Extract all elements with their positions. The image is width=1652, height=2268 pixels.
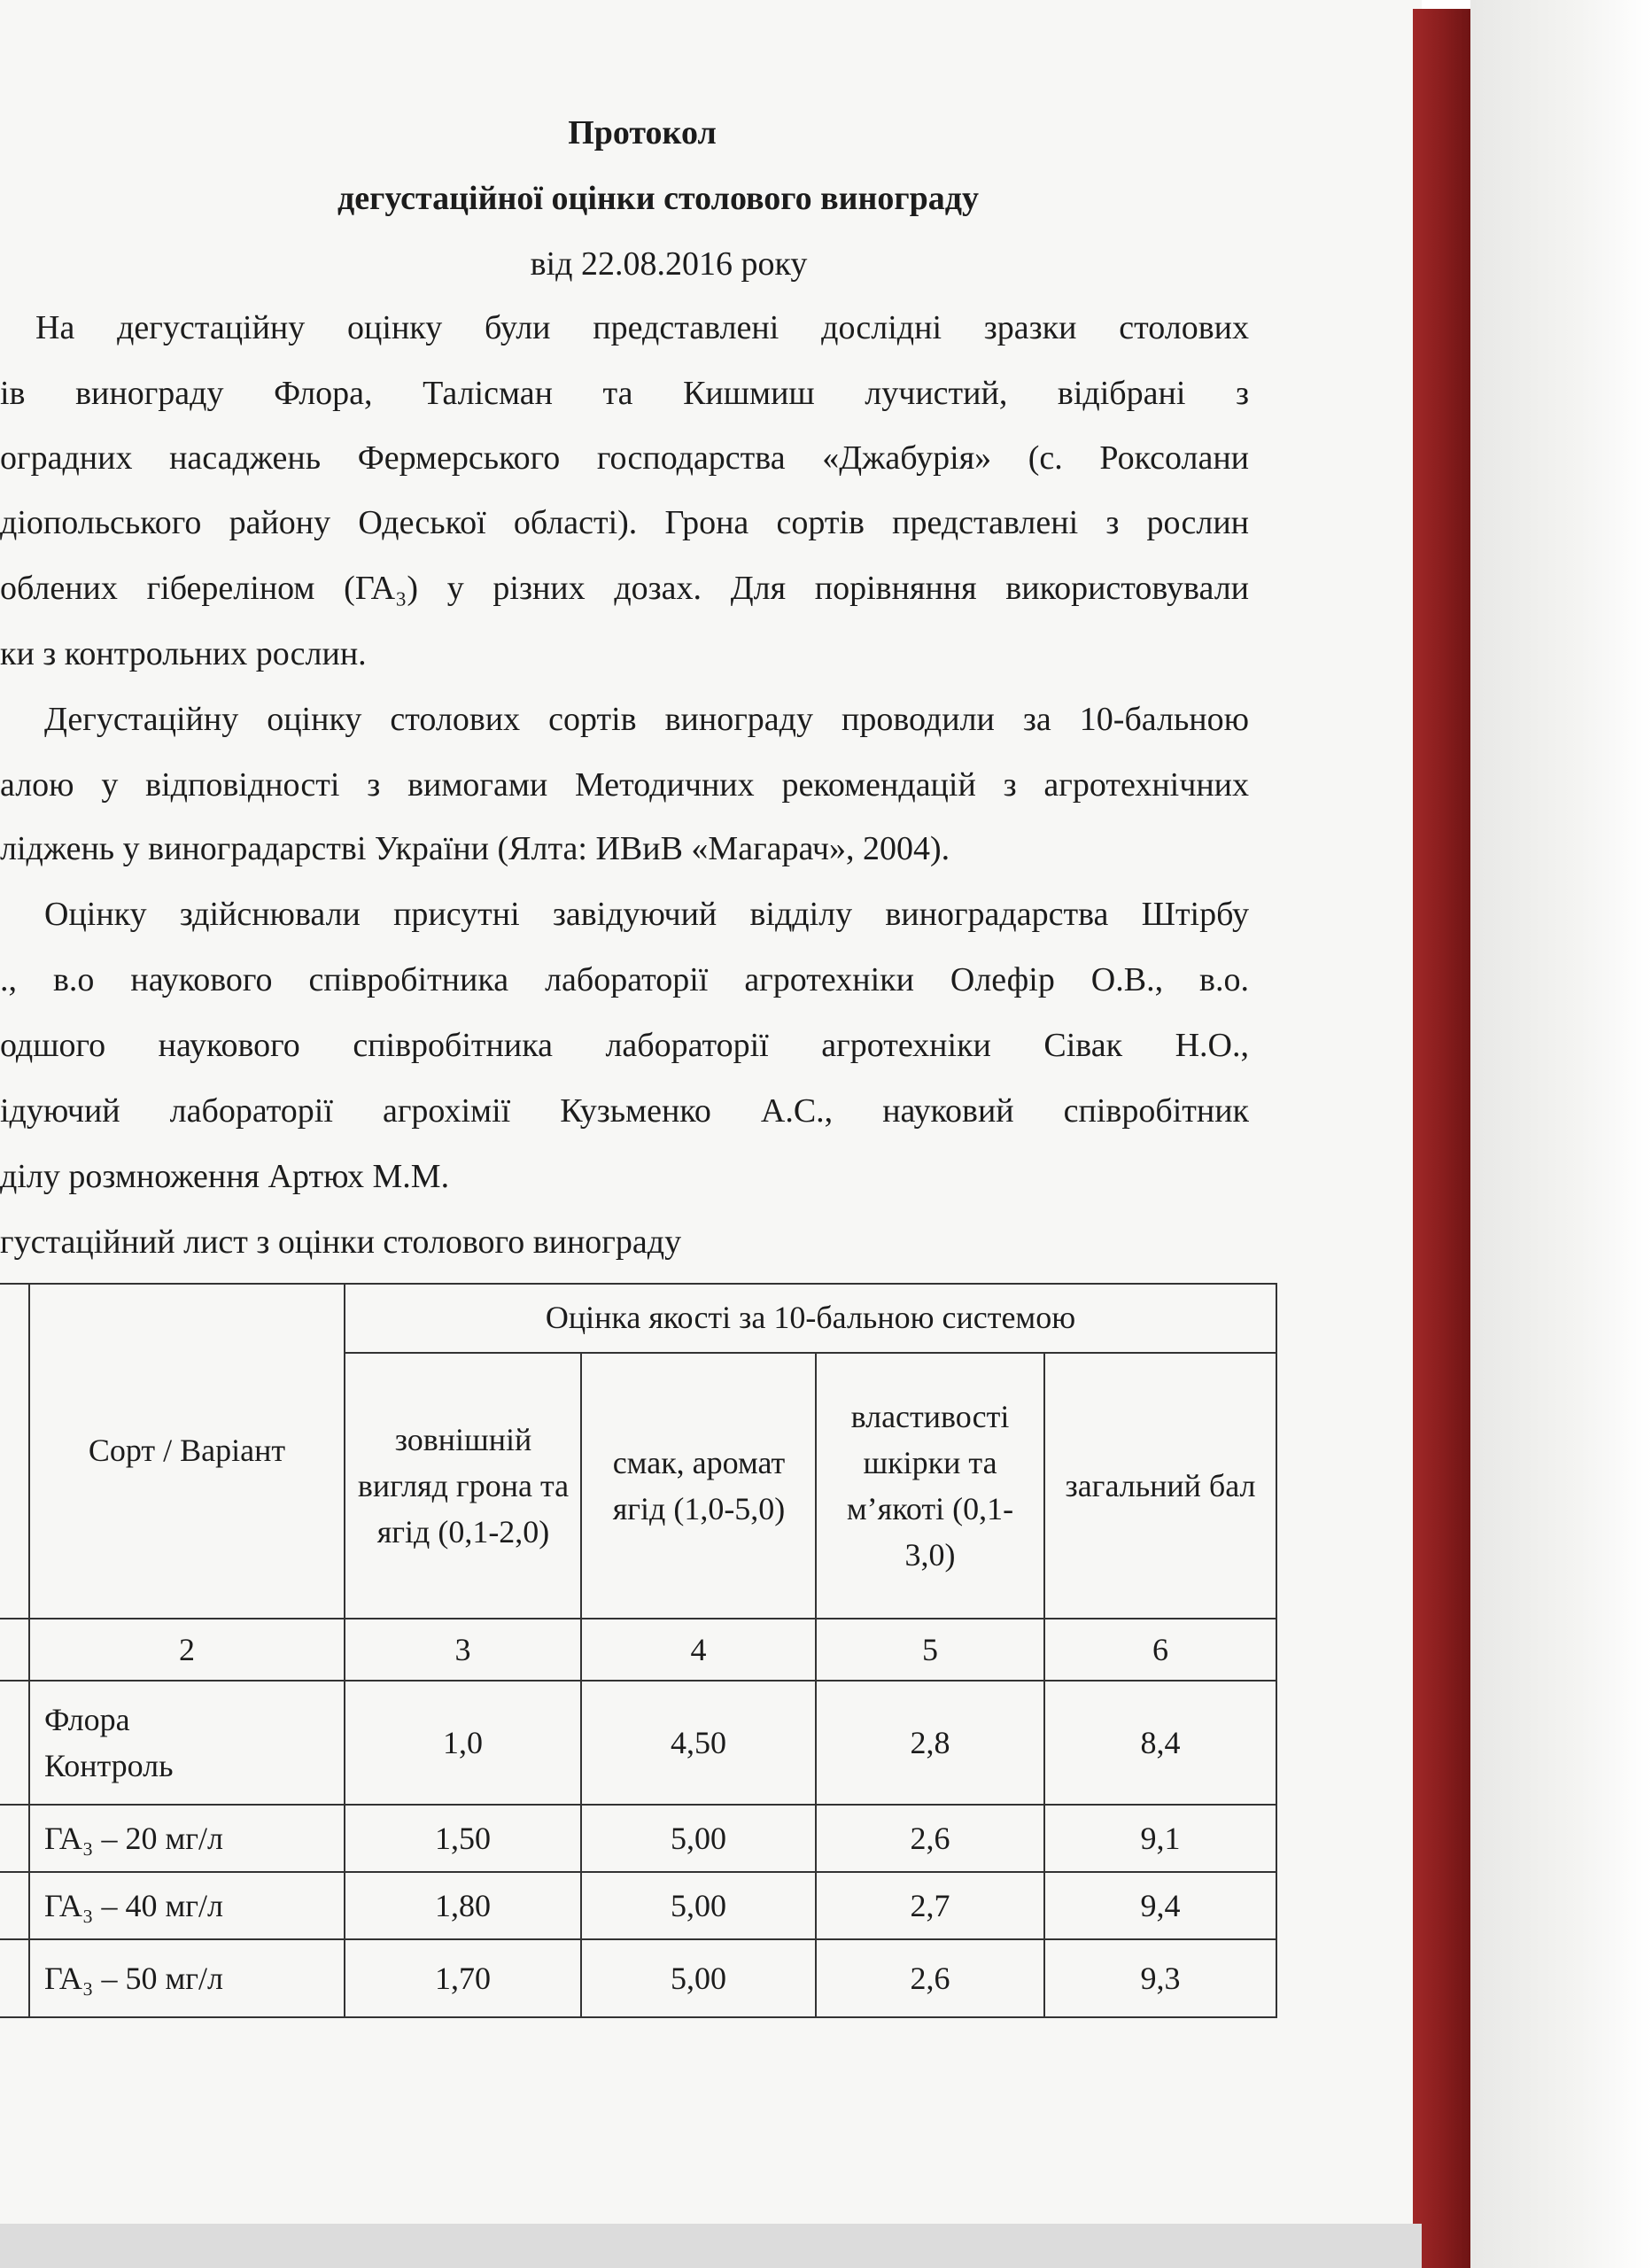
paragraph-line: ліджень у виноградарстві України (Ялта: ИВиВ «Магарач», 2004). — [0, 830, 950, 867]
skin-cell: 2,6 — [910, 1820, 950, 1856]
paragraph-line: ідуючий лабораторії агрохімії Кузьменко А.С., науковий співробітник — [0, 1092, 1249, 1130]
appearance-cell: 1,50 — [435, 1820, 491, 1856]
document-title: Протокол — [568, 114, 717, 151]
appearance-cell: 1,70 — [435, 1960, 491, 1996]
total-cell: 8,4 — [1140, 1724, 1181, 1760]
page-bottom-edge — [0, 2224, 1422, 2268]
paragraph-line: алою у відповідності з вимогами Методичних рекомендацій з агротехнічних — [0, 766, 1249, 804]
column-number: 3 — [454, 1631, 471, 1667]
table-header-number — [0, 1283, 28, 1618]
skin-cell: 2,8 — [910, 1724, 950, 1760]
column-number: 4 — [690, 1631, 707, 1667]
total-cell: 9,1 — [1140, 1820, 1181, 1856]
appearance-cell: 1,80 — [435, 1887, 491, 1923]
paragraph-line: облених гібереліном (ГА₃) у різних дозах. Для порівняння використовували — [0, 570, 1249, 607]
paragraph-line: ів винограду Флора, Талісман та Кишмиш лучистий, відібрані з — [0, 375, 1249, 412]
paragraph-line: Дегустаційну оцінку столових сортів винограду проводили за 10-бальною — [44, 701, 1249, 738]
table-header-total: загальний бал — [1065, 1467, 1256, 1503]
taste-cell: 5,00 — [671, 1960, 726, 1996]
skin-cell: 2,7 — [910, 1887, 950, 1923]
table-header-skin: властивості шкірки та м’якоті (0,1-3,0) — [846, 1398, 1014, 1573]
table-line — [0, 2016, 1277, 2018]
total-cell: 9,3 — [1140, 1960, 1181, 1996]
taste-cell: 5,00 — [671, 1887, 726, 1923]
table-header-variant: Сорт / Варіант — [88, 1432, 286, 1468]
appearance-cell: 1,0 — [443, 1724, 483, 1760]
paragraph-line: діопольського району Одеської області). Грона сортів представлені з рослин — [0, 504, 1249, 541]
table-line — [1276, 1283, 1277, 2018]
binder-spine — [1413, 9, 1470, 2268]
table-group-header: Оцінка якості за 10-бальною системою — [545, 1299, 1076, 1335]
variant-cell: ГА₃ – 20 мг/л — [44, 1820, 223, 1856]
variant-cell: ГА₃ – 40 мг/л — [44, 1887, 223, 1923]
paragraph-line: ки з контрольних рослин. — [0, 635, 367, 672]
paragraph-line: одшого наукового співробітника лабораторії агротехніки Сівак Н.О., — [0, 1027, 1249, 1064]
document-date: від 22.08.2016 року — [530, 245, 808, 283]
document-subtitle: дегустаційної оцінки столового винограду — [337, 180, 979, 217]
paragraph-line: оградних насаджень Фермерського господарства «Джабурія» (с. Роксолани — [0, 439, 1249, 477]
paragraph-line: ., в.о наукового співробітника лабораторії агротехніки Олефір О.В., в.о. — [0, 961, 1249, 998]
taste-cell: 4,50 — [671, 1724, 726, 1760]
total-cell: 9,4 — [1140, 1887, 1181, 1923]
column-number: 5 — [922, 1631, 938, 1667]
paragraph-line: Оцінку здійснювали присутні завідуючий відділу виноградарства Штірбу — [44, 896, 1249, 933]
table-header-taste: смак, аромат ягід (1,0-5,0) — [612, 1444, 786, 1526]
paragraph-line: На дегустаційну оцінку були представлені дослідні зразки столових — [35, 309, 1249, 346]
variant-cell: Флора Контроль — [44, 1701, 174, 1783]
table-header-appearance: зовнішній вигляд грона та ягід (0,1-2,0) — [357, 1421, 570, 1550]
skin-cell: 2,6 — [910, 1960, 950, 1996]
column-number: 2 — [179, 1631, 195, 1667]
table-caption: густаційний лист з оцінки столового винограду — [0, 1223, 682, 1261]
page-background — [1470, 0, 1652, 2268]
variant-cell: ГА₃ – 50 мг/л — [44, 1960, 223, 1996]
taste-cell: 5,00 — [671, 1820, 726, 1856]
paragraph-line: ділу розмноження Артюх М.М. — [0, 1158, 450, 1195]
column-number: 6 — [1152, 1631, 1168, 1667]
